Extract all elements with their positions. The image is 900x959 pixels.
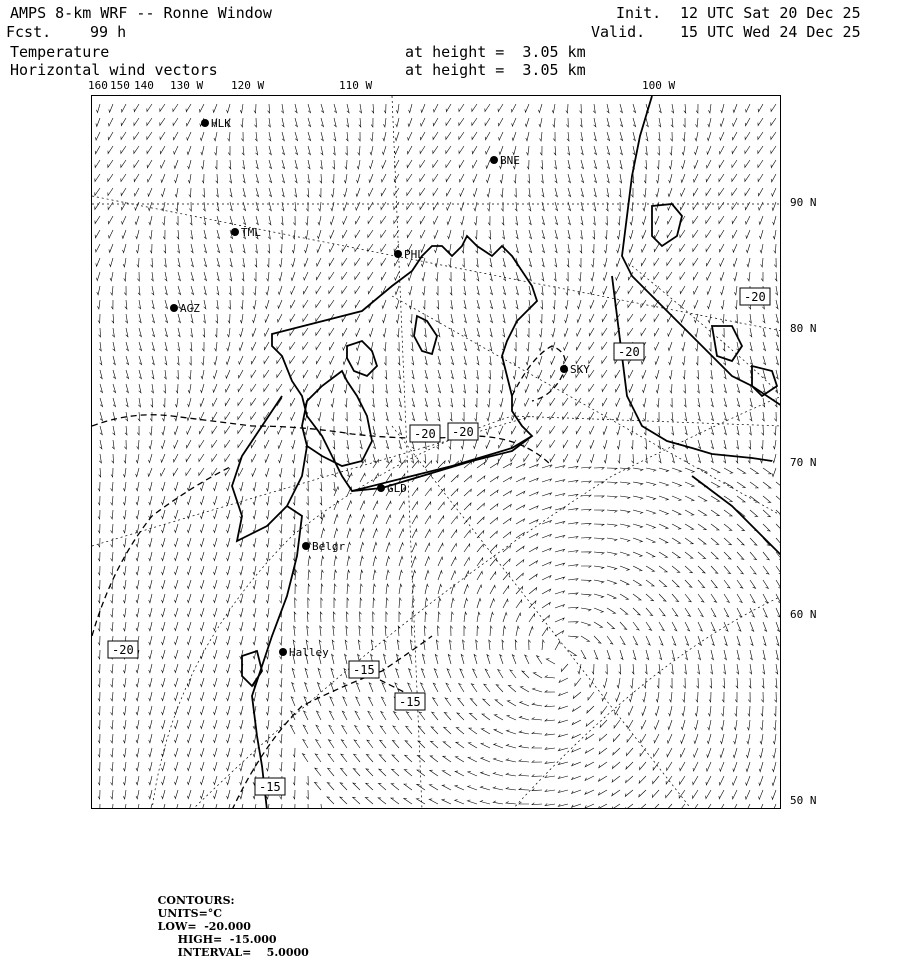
graticule-lon-100 xyxy=(392,296,781,516)
graticule xyxy=(92,96,781,809)
contour-label xyxy=(395,693,425,710)
contour-label xyxy=(255,778,285,795)
station-marker xyxy=(394,250,402,258)
svg-text:-20: -20 xyxy=(744,290,766,304)
field-temperature: Temperature xyxy=(10,43,110,61)
contour-info xyxy=(150,881,313,959)
contour-label xyxy=(448,423,478,440)
antarctic-peninsula-west-coast xyxy=(622,96,781,406)
lon-label-150: 150 xyxy=(110,79,130,92)
contours-interval: INTERVAL= 5.0000 xyxy=(177,946,309,959)
forecast-hours: 99 h xyxy=(90,23,127,41)
init-label: Init. xyxy=(616,4,662,22)
svg-text:-20: -20 xyxy=(618,345,640,359)
lat-label-90n: 90 N xyxy=(790,196,817,209)
station-label: SKY xyxy=(570,363,590,376)
station-marker xyxy=(302,542,310,550)
contours-high: HIGH= -15.000 xyxy=(177,933,277,946)
station-label: GLD xyxy=(387,482,407,495)
contours-label: CONTOURS: xyxy=(157,894,235,907)
station-hlk xyxy=(201,117,231,130)
ronne-front-segment xyxy=(352,436,532,491)
station-label: Belgr xyxy=(312,540,346,553)
contours-low: LOW= -20.000 xyxy=(157,920,251,933)
svg-text:-15: -15 xyxy=(399,695,421,709)
map-title: AMPS 8-km WRF -- Ronne Window xyxy=(10,4,272,22)
contour-label xyxy=(349,661,379,678)
lon-label-110w: 110 W xyxy=(339,79,373,92)
station-label: AGZ xyxy=(180,302,200,315)
station-marker xyxy=(279,648,287,656)
valid-time: 15 UTC Wed 24 Dec 25 xyxy=(680,23,861,41)
station-label: PHL xyxy=(404,248,424,261)
station-marker xyxy=(490,156,498,164)
station-bne xyxy=(490,154,520,167)
station-tml xyxy=(231,226,261,239)
lat-label-50n: 50 N xyxy=(790,794,817,807)
contour-minus20-peninsula xyxy=(512,346,565,401)
map-panel xyxy=(91,95,781,809)
station-label: TML xyxy=(241,226,261,239)
lon-label-120w: 120 W xyxy=(231,79,265,92)
lon-label-160: 160 xyxy=(88,79,108,92)
lon-label-140: 140 xyxy=(134,79,154,92)
contours-units: UNITS=°C xyxy=(157,907,223,920)
lon-label-100w: 100 W xyxy=(642,79,676,92)
graticule-lat-55 xyxy=(512,596,781,809)
station-sky xyxy=(560,363,590,376)
wind-vector-field xyxy=(95,104,781,809)
station-label: BNE xyxy=(500,154,520,167)
svg-text:-20: -20 xyxy=(452,425,474,439)
station-label: Halley xyxy=(289,646,329,659)
station-belgr xyxy=(302,540,345,553)
contour-label xyxy=(740,288,770,305)
graticule-lon-90 xyxy=(632,266,781,396)
valid-label: Valid. xyxy=(591,23,646,41)
init-time: 12 UTC Sat 20 Dec 25 xyxy=(680,4,861,22)
station-label: HLK xyxy=(211,117,231,130)
station-marker xyxy=(170,304,178,312)
forecast-label: Fcst. xyxy=(6,23,52,41)
station-marker xyxy=(201,119,209,127)
graticule-lon-70 xyxy=(392,426,692,809)
map-plot xyxy=(92,96,781,809)
svg-text:-15: -15 xyxy=(353,663,375,677)
lat-label-60n: 60 N xyxy=(790,608,817,621)
station-marker xyxy=(377,484,385,492)
station-halley xyxy=(279,646,329,659)
contour-label xyxy=(108,641,138,658)
contour-label xyxy=(410,425,440,442)
graticule-lon-80 xyxy=(512,416,781,426)
lon-label-130w: 130 W xyxy=(170,79,204,92)
svg-text:-20: -20 xyxy=(112,643,134,657)
svg-text:-20: -20 xyxy=(414,427,436,441)
contour-label-group xyxy=(108,288,770,795)
contour-label xyxy=(614,343,644,360)
lat-label-80n: 80 N xyxy=(790,322,817,335)
coastline xyxy=(232,96,781,809)
island-4 xyxy=(242,651,262,686)
station-agz xyxy=(170,302,200,315)
field-wind-vectors: Horizontal wind vectors xyxy=(10,61,218,79)
berkner-island xyxy=(302,371,372,466)
filchner-coast xyxy=(232,396,307,541)
height-wind-vectors: at height = 3.05 km xyxy=(405,61,586,79)
height-temperature: at height = 3.05 km xyxy=(405,43,586,61)
lat-label-70n: 70 N xyxy=(790,456,817,469)
station-marker xyxy=(560,365,568,373)
island-3 xyxy=(752,366,777,396)
station-marker xyxy=(231,228,239,236)
svg-text:-15: -15 xyxy=(259,780,281,794)
wind-vectors xyxy=(95,104,781,809)
